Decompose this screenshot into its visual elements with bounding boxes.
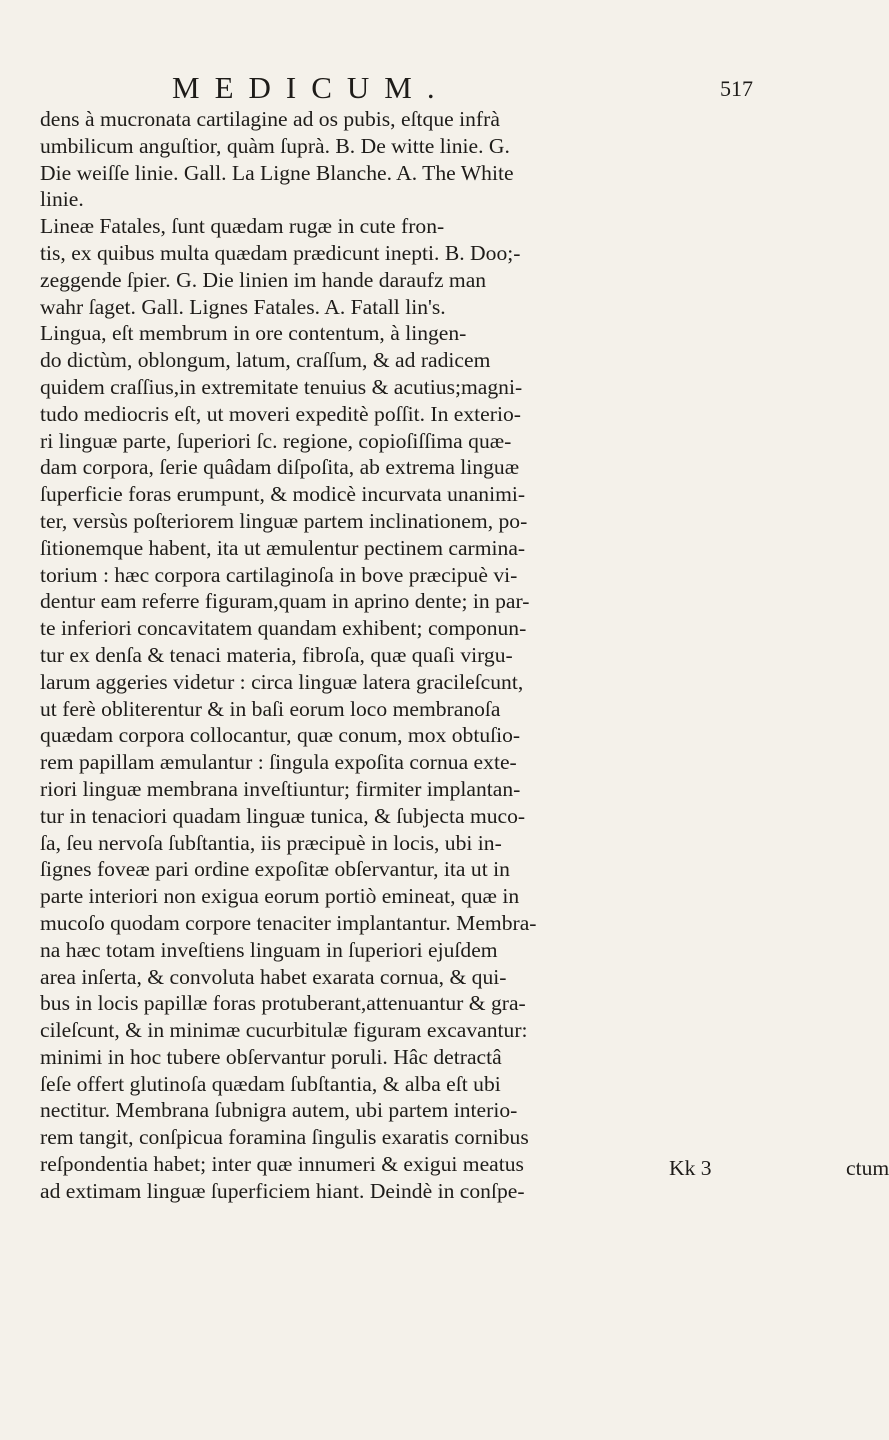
text-line: area inſerta, & convoluta habet exarata cornua, & qui-	[40, 964, 507, 989]
text-line: nectitur. Membrana ſubnigra autem, ubi partem interio-	[40, 1098, 518, 1123]
text-line: ſuperficie foras erumpunt, & modicè incurvata unanimi-	[40, 482, 526, 507]
text-line: ſeſe offert glutinoſa quædam ſubſtantia, & alba eſt ubi	[40, 1071, 501, 1096]
text-line: torium : hæc corpora cartilaginoſa in bove præcipuè vi-	[40, 562, 518, 587]
catchword: ctum	[846, 1156, 889, 1180]
text-line: ſitionemque habent, ita ut æmulentur pectinem carmina-	[40, 535, 526, 560]
text-line: Lingua, eſt membrum in ore contentum, à lingen-	[40, 321, 467, 346]
text-line: dam corpora, ſerie quâdam diſpoſita, ab extrema linguæ	[40, 455, 520, 480]
text-line: larum aggeries videtur : circa linguæ latera gracileſcunt,	[40, 669, 524, 694]
text-line: ſa, ſeu nervoſa ſubſtantia, iis præcipuè in locis, ubi in-	[40, 830, 502, 855]
text-line: rem tangit, conſpicua foramina ſingulis exaratis cornibus	[40, 1125, 529, 1150]
text-line: do dictùm, oblongum, latum, craſſum, & ad radicem	[40, 348, 491, 373]
text-line: dens à mucronata cartilagine ad os pubis, eſtque infrà	[40, 107, 500, 131]
text-line: minimi in hoc tubere obſervantur poruli. Hâc detractâ	[40, 1044, 502, 1069]
text-line: rem papillam æmulantur : ſingula expoſita cornua exte-	[40, 750, 517, 775]
text-line: ut ferè obliterentur & in baſi eorum loco membranoſa	[40, 696, 501, 721]
page-header	[0, 70, 800, 110]
text-line: quidem craſſius,in extremitate tenuius & acutius;magni-	[40, 374, 523, 399]
text-line: tudo mediocris eſt, ut moveri expeditè poſſit. In exterio-	[40, 401, 521, 426]
text-line: na hæc totam inveſtiens linguam in ſuperiori ejuſdem	[40, 937, 498, 962]
text-line: wahr ſaget. Gall. Lignes Fatales. A. Fatall lin's.	[40, 294, 446, 319]
catch-line	[480, 1156, 889, 1186]
signature-mark: Kk 3	[669, 1156, 712, 1180]
text-line: te inferiori concavitatem quandam exhibent; componun-	[40, 616, 527, 641]
text-line: Die weiſſe linie. Gall. La Ligne Blanche. A. The White	[40, 160, 514, 185]
text-line: ri linguæ parte, ſuperiori ſc. regione, copioſiſſima quæ-	[40, 428, 512, 453]
text-line: quædam corpora collocantur, quæ conum, mox obtuſio-	[40, 723, 521, 748]
text-line: tur ex denſa & tenaci materia, fibroſa, quæ quaſi virgu-	[40, 642, 513, 667]
text-line: ſignes foveæ pari ordine expoſitæ obſervantur, ita ut in	[40, 857, 510, 882]
text-line: bus in locis papillæ foras protuberant,attenuantur & gra-	[40, 991, 526, 1016]
text-line: umbilicum anguſtior, quàm ſuprà. B. De witte linie. G.	[40, 133, 510, 158]
text-line: tur in tenaciori quadam linguæ tunica, & ſubjecta muco-	[40, 803, 526, 828]
text-line: ter, versùs poſteriorem linguæ partem inclinationem, po-	[40, 508, 528, 533]
text-line: zeggende ſpier. G. Die linien im hande daraufz man	[40, 267, 487, 292]
running-head: MEDICUM.	[172, 70, 450, 105]
text-line: ad extimam linguæ ſuperficiem hiant. Deindè in conſpe-	[40, 1178, 525, 1203]
text-line: parte interiori non exigua eorum portiò emineat, quæ in	[40, 884, 520, 909]
text-line: cileſcunt, & in minimæ cucurbitulæ figuram excavantur:	[40, 1018, 528, 1043]
text-line: tis, ex quibus multa quædam prædicunt inepti. B. Doo;-	[40, 240, 521, 265]
text-line: reſpondentia habet; inter quæ innumeri & exigui meatus	[40, 1152, 524, 1177]
text-line: dentur eam referre figuram,quam in aprino dente; in par-	[40, 589, 530, 614]
body-text	[40, 106, 770, 1205]
text-line: linie.	[40, 187, 84, 212]
page-number: 517	[720, 76, 753, 101]
text-line: mucoſo quodam corpore tenaciter implantantur. Membra-	[40, 910, 537, 935]
text-line: Lineæ Fatales, ſunt quædam rugæ in cute fron-	[40, 214, 445, 239]
text-line: riori linguæ membrana inveſtiuntur; firmiter implantan-	[40, 776, 521, 801]
